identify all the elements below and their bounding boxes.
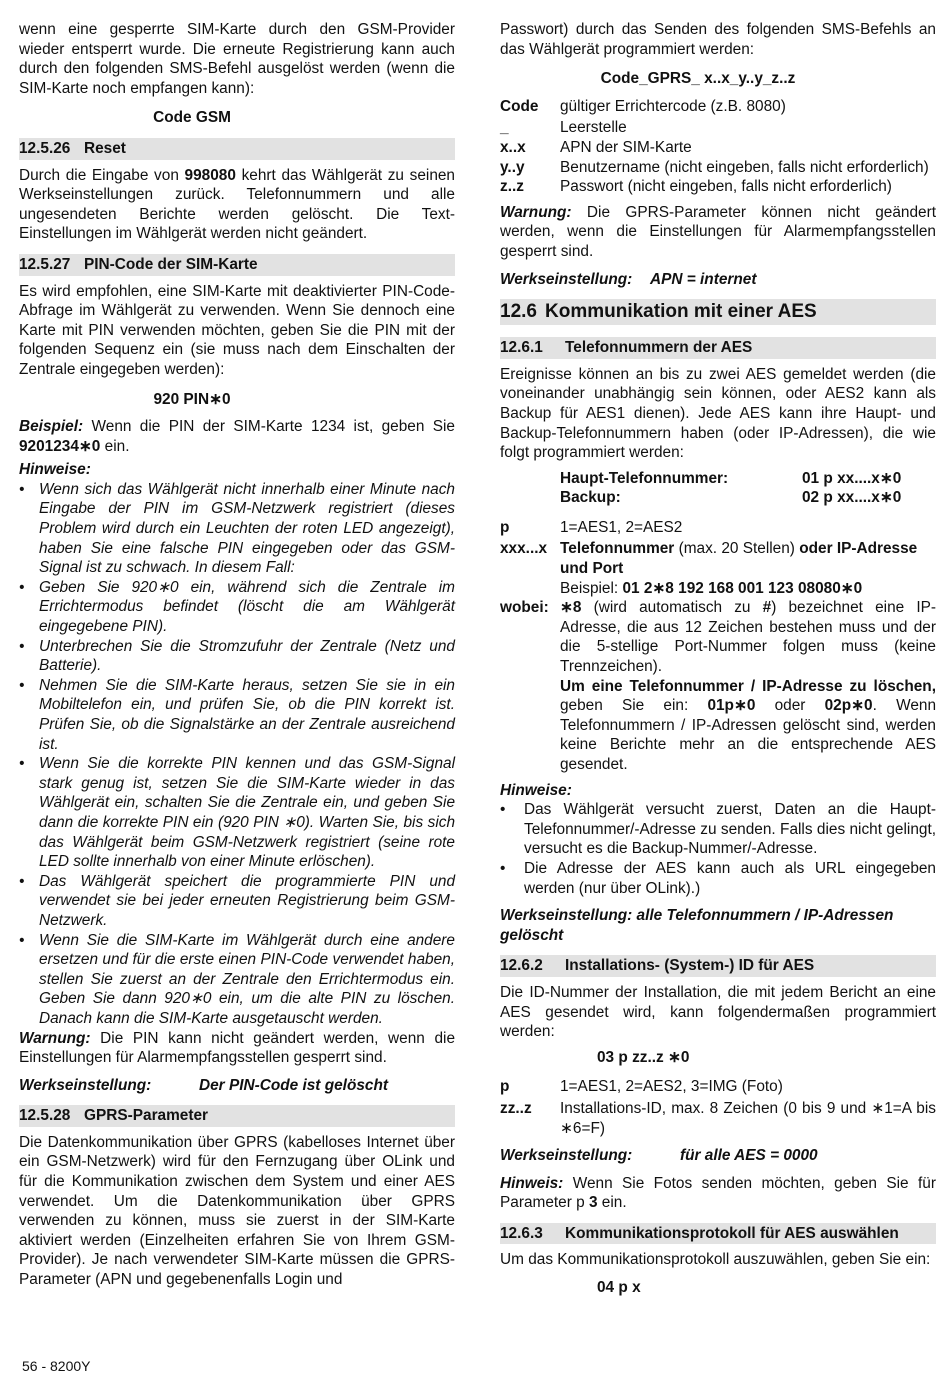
list-item xyxy=(500,800,936,859)
notes-list xyxy=(500,800,936,898)
param-row xyxy=(500,539,936,598)
text: Beispiel: xyxy=(560,579,623,597)
param-row xyxy=(500,1099,936,1138)
list-item xyxy=(500,859,936,898)
list-item xyxy=(19,676,455,754)
note-text: Wenn sich das Wählgerät nicht innerhalb einer Minute nach Eingabe der PIN im GSM-Netzwerk registriert (dieses Problem wird durch ein Leuchten der roten LED angezeigt), haben Sie eine falsche PIN eingegeben oder das GSM-Signal ist zu schwach. In diesem Fall: xyxy=(39,480,455,577)
intro-paragraph: wenn eine gesperrte SIM-Karte durch den GSM-Provider wieder entsperrt wurde. Die erneute Registrierung kann auch durch den folgenden SMS-Befehl ausgelöst werden (wenn die SIM-Karte noch empfangen kann): xyxy=(19,21,455,97)
param-row xyxy=(500,158,936,178)
gprs-command: Code_GPRS_ x..x_y..y_z..z xyxy=(600,70,796,88)
pin-sequence: 920 PIN∗0 xyxy=(153,390,231,408)
section-title: Kommunikationsprotokoll für AES auswählen xyxy=(565,1224,899,1242)
reset-code: 998080 xyxy=(184,166,236,184)
param-value: gültiger Errichtercode (z.B. 8080) xyxy=(560,97,786,115)
factory-setting xyxy=(500,1146,936,1166)
bullet-icon: • xyxy=(19,755,25,773)
text: Wenn Sie Fotos senden möchten, geben Sie für Parameter p xyxy=(500,1174,936,1212)
program-label: Backup: xyxy=(560,489,621,507)
section-header-12-6-3 xyxy=(500,1223,936,1245)
text: Die GPRS-Parameter können nicht geändert werden, wenn die Einstellungen für Alarmempfangsstellen gesperrt sind. xyxy=(500,203,936,260)
example-paragraph xyxy=(19,417,455,456)
text: Die PIN kann nicht geändert werden, wenn die Einstellungen für Alarmempfangsstellen gesperrt sind. xyxy=(19,1029,455,1067)
left-column xyxy=(19,20,455,1294)
bullet-icon: • xyxy=(19,872,25,890)
bullet-icon: • xyxy=(19,578,25,596)
reset-paragraph xyxy=(19,166,455,244)
text: Um eine Telefonnummer / IP-Adresse zu löschen, xyxy=(560,677,936,695)
list-item xyxy=(19,637,455,676)
warning-paragraph xyxy=(500,203,936,262)
section-number: 12.6 xyxy=(500,301,537,323)
section-header-12-5-28 xyxy=(19,1105,455,1127)
program-codes xyxy=(560,469,936,508)
aes-phone-paragraph: Ereignisse können an bis zu zwei AES gemeldet werden (die voneinander unabhängig sein können, oder AES2 kann als Backup für AES1 dienen). Jede AES kann ihre Haupt- und Backup-Telefonnummern haben (oder IP-Adressen), die wie folgt programmiert werden: xyxy=(500,365,936,462)
section-header-12-5-26 xyxy=(19,138,455,160)
system-id-code: 03 p zz..z ∗0 xyxy=(597,1048,690,1066)
gprs-paragraph: Die Datenkommunikation über GPRS (kabelloses Internet über ein GSM-Netzwerk) wird für den Fernzugang über OLink und für die Kommunikation zwischen dem System und einer AES verwendet. Um die Datenkommunikation über GPRS verwenden zu können, muss sie zuerst in der SIM-Karte aktiviert werden (Einzelheiten erfahren Sie von Ihrem GSM-Provider). Je nach verwendeter SIM-Karte müssen die GPRS-Parameter (APN und gegebenenfalls Login und xyxy=(19,1133,455,1289)
note-text: Wenn Sie die korrekte PIN kennen und das GSM-Signal stark genug ist, setzen Sie die SIM-Karte wieder in das Wählgerät ein, schalten Sie die Zentrale ein, und geben Sie dann die korrekte PIN ein (920 PIN ∗0). Warten Sie, bis sich das Wählgerät beim GSM-Netzwerk registriert (seine rote LED sollte innerhalb von einer Minute erlöschen). xyxy=(39,755,455,871)
note-text: Das Wählgerät speichert die programmierte PIN und verwendet sie bei jeder erneuten Registrierung beim GSM-Netzwerk. xyxy=(39,872,455,929)
warning-label: Warnung: xyxy=(500,203,572,221)
factory-setting-label: Werkseinstellung: xyxy=(500,270,633,288)
section-title: GPRS-Parameter xyxy=(84,1107,209,1125)
bullet-icon: • xyxy=(19,676,25,694)
program-row xyxy=(560,469,936,489)
param-row xyxy=(500,138,936,158)
note-text: Unterbrechen Sie die Stromzufuhr der Zentrale (Netz und Batterie). xyxy=(39,637,455,675)
param-value xyxy=(560,598,936,774)
section-title: PIN-Code der SIM-Karte xyxy=(84,255,258,273)
note-text: Die Adresse der AES kann auch als URL eingegeben werden (nur über OLink).) xyxy=(524,859,936,897)
factory-setting-value: Der PIN-Code ist gelöscht xyxy=(199,1076,388,1094)
text: 02p∗0 xyxy=(824,697,873,715)
program-code: 01 p xx....x∗0 xyxy=(802,469,902,487)
section-number: 12.6.2 xyxy=(500,957,543,975)
list-item xyxy=(19,872,455,931)
text: geben Sie ein: xyxy=(560,697,708,715)
section-number: 12.5.27 xyxy=(19,255,71,273)
warning-paragraph xyxy=(19,1029,455,1068)
text: (max. 20 Stellen) xyxy=(674,540,800,558)
note-text: Nehmen Sie die SIM-Karte heraus, setzen Sie sie in ein Mobiltelefon ein, und prüfen Sie, ob die PIN korrekt ist. Prüfen Sie, ob die Signalstärke an der Zentrale ausreichend ist. xyxy=(39,676,455,753)
param-key: zz..z xyxy=(500,1099,532,1117)
text: 01p∗0 xyxy=(707,697,756,715)
list-item xyxy=(19,578,455,637)
param-key: z..z xyxy=(500,178,524,196)
param-row xyxy=(500,177,936,197)
text: oder IP-Adresse und Port xyxy=(560,540,918,578)
section-title: Installations- (System-) ID für AES xyxy=(565,957,815,975)
example-label: Beispiel: xyxy=(19,418,84,436)
param-key: y..y xyxy=(500,158,525,176)
list-item xyxy=(19,480,455,578)
list-item xyxy=(19,931,455,1029)
factory-setting-value: für alle AES = 0000 xyxy=(680,1147,818,1165)
section-title: Kommunikation mit einer AES xyxy=(545,301,817,323)
program-row xyxy=(560,488,936,508)
param-value: Installations-ID, max. 8 Zeichen (0 bis 9 und ∗1=A bis ∗6=F) xyxy=(560,1099,936,1137)
right-column xyxy=(500,20,936,1298)
param-value: 1=AES1, 2=AES2, 3=IMG (Foto) xyxy=(560,1078,783,1096)
text: ) bezeichnet eine IP-Adresse, die aus 12 Zeichen bestehen muss und der die 5-stellige Port-Nummer folgen muss (keine Trennzeichen). xyxy=(560,599,936,676)
param-key: Code xyxy=(500,97,539,115)
note-text: Geben Sie 920∗0 ein, während sich die Zentrale im Errichtermodus befindet (löscht die am Wählgerät eingegebene PIN). xyxy=(39,578,455,636)
warning-label: Warnung: xyxy=(19,1029,91,1047)
text: oder xyxy=(755,697,825,715)
program-label: Haupt-Telefonnummer: xyxy=(560,469,729,487)
text: Telefonnummer xyxy=(560,540,675,558)
hint-paragraph xyxy=(500,1174,936,1213)
param-value: Passwort (nicht eingeben, falls nicht erforderlich) xyxy=(560,178,892,196)
bullet-icon: • xyxy=(19,931,25,949)
notes-list xyxy=(19,480,455,1029)
text: ein. xyxy=(100,437,130,455)
text: kehrt das Wählgerät zu seinen Werkseinstellungen zurück. Telefonnummern und alle ungesendeten Berichte werden gelöscht. Die Text-Einstellungen im Wählgerät werden nicht geändert. xyxy=(19,166,455,243)
code-gsm-command: Code GSM xyxy=(153,109,231,127)
bullet-icon: • xyxy=(19,637,25,655)
param-value: 1=AES1, 2=AES2 xyxy=(560,518,683,536)
system-id-paragraph: Die ID-Nummer der Installation, die mit jedem Bericht an eine AES gesendet wird, kann folgendermaßen programmiert werden: xyxy=(500,983,936,1041)
pin-paragraph: Es wird empfohlen, eine SIM-Karte mit deaktivierter PIN-Code-Abfrage im Wählgerät zu verwenden. Wenn Sie dennoch eine Karte mit PIN verwenden möchten, geben Sie die PIN mit der folgenden Sequenz ein (sie muss nach dem Einschalten der Zentrale eingegeben werden): xyxy=(19,282,455,378)
param-key: xxx...x xyxy=(500,540,548,558)
param-value: Leerstelle xyxy=(560,119,627,137)
section-number: 12.6.1 xyxy=(500,339,543,357)
section-number: 12.6.3 xyxy=(500,1224,543,1242)
factory-setting xyxy=(500,906,936,945)
section-number: 12.5.26 xyxy=(19,139,71,157)
section-header-12-6-2 xyxy=(500,955,936,977)
param-value: Benutzername (nicht eingeben, falls nicht erforderlich) xyxy=(560,158,929,176)
section-header-12-5-27 xyxy=(19,254,455,276)
param-row xyxy=(500,118,936,138)
example-code: 01 2∗8 192 168 001 123 08080∗0 xyxy=(622,579,863,597)
text: Wenn die PIN der SIM-Karte 1234 ist, geben Sie xyxy=(83,418,455,436)
param-key: p xyxy=(500,1078,510,1096)
section-number: 12.5.28 xyxy=(19,1107,71,1125)
bullet-icon: • xyxy=(500,801,506,819)
param-row xyxy=(500,598,936,774)
param-value: APN der SIM-Karte xyxy=(560,138,692,156)
param-key: wobei: xyxy=(500,599,549,617)
section-header-12-6 xyxy=(500,299,936,325)
protocol-paragraph: Um das Kommunikationsprotokoll auszuwählen, geben Sie ein: xyxy=(500,1251,931,1269)
note-text: Das Wählgerät versucht zuerst, Daten an die Haupt-Telefonnummer/-Adresse zu senden. Falls dies nicht gelingt, versucht es die Backup-Nummer/-Adresse. xyxy=(524,801,936,858)
example-code: 9201234∗0 xyxy=(19,437,101,455)
section-header-12-6-1 xyxy=(500,337,936,359)
factory-setting-label: Werkseinstellung: xyxy=(19,1076,152,1094)
page-footer: 56 - 8200Y xyxy=(22,1358,91,1374)
text: Durch die Eingabe von xyxy=(19,166,185,184)
note-text: Wenn Sie die SIM-Karte im Wählgerät durch eine andere ersetzen und für die erste einen PIN-Code verwendet haben, stellen Sie zuerst an der Zentrale den Errichtermodus ein. Geben Sie dann 920∗0 ein, um die alte PIN zu löschen. Danach kann die SIM-Karte ausgetauscht werden. xyxy=(39,931,455,1027)
notes-label: Hinweise: xyxy=(19,461,91,479)
bullet-icon: • xyxy=(19,480,25,498)
param-key: _ xyxy=(500,119,509,137)
hint-label: Hinweis: xyxy=(500,1174,564,1192)
factory-setting-label: Werkseinstellung: xyxy=(500,907,633,925)
param-row xyxy=(500,97,936,117)
param-key: x..x xyxy=(500,138,526,156)
param-row xyxy=(500,1077,936,1097)
text: . Wenn Telefonnummern / IP-Adressen gelöscht sind, werden keine Berichte mehr an die entsprechende AES gesendet. xyxy=(560,697,937,773)
program-code: 02 p xx....x∗0 xyxy=(802,489,902,507)
section-title: Telefonnummern der AES xyxy=(565,339,753,357)
gprs-params xyxy=(500,97,936,197)
continuation-paragraph: Passwort) durch das Senden des folgenden SMS-Befehls an das Wählgerät programmiert werden: xyxy=(500,21,936,58)
protocol-code: 04 p x xyxy=(597,1279,641,1297)
bullet-icon: • xyxy=(500,859,506,877)
param-value xyxy=(560,539,936,598)
factory-setting-value: APN = internet xyxy=(650,270,757,288)
factory-setting-label: Werkseinstellung: xyxy=(500,1147,633,1165)
section-title: Reset xyxy=(84,139,126,157)
param-key: p xyxy=(500,518,510,536)
text: 3 xyxy=(588,1194,598,1212)
text: (wird automatisch zu xyxy=(581,599,763,617)
factory-setting xyxy=(19,1076,455,1096)
text: ein. xyxy=(597,1194,627,1212)
text: # xyxy=(762,599,772,617)
factory-setting xyxy=(500,270,936,290)
list-item xyxy=(19,754,455,872)
notes-label: Hinweise: xyxy=(500,781,572,799)
factory-setting-value: alle Telefonnummern / IP-Adressen gelöscht xyxy=(500,907,894,944)
param-row xyxy=(500,518,936,538)
text: ∗8 xyxy=(560,599,582,617)
